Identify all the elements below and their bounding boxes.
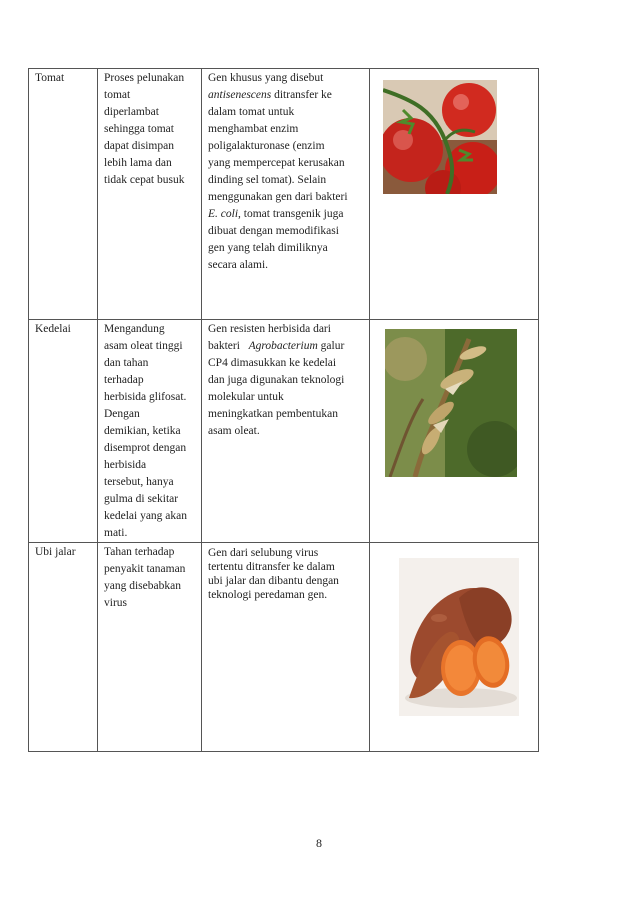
crop-benefit: Proses pelunakan tomat diperlambat sehingga tomat dapat disimpan lebih lama dan tidak cepat busuk bbox=[98, 69, 202, 320]
crop-image-cell bbox=[370, 543, 539, 752]
crop-image-cell bbox=[370, 69, 539, 320]
crop-name: Ubi jalar bbox=[29, 543, 98, 752]
crop-method: Gen resisten herbisida dari bakteri Agrobacterium galur CP4 dimasukkan ke kedelai dan juga digunakan teknologi molekular untuk meningkatkan pembentukan asam oleat. bbox=[202, 320, 370, 543]
page-number: 8 bbox=[316, 836, 322, 850]
soybean-photo bbox=[385, 329, 517, 477]
tomato-photo bbox=[383, 80, 497, 194]
crop-benefit: Tahan terhadap penyakit tanaman yang disebabkan virus bbox=[98, 543, 202, 752]
crop-image-cell bbox=[370, 320, 539, 543]
crop-name: Tomat bbox=[29, 69, 98, 320]
table-row bbox=[29, 543, 539, 752]
crop-benefit: Mengandung asam oleat tinggi dan tahan terhadap herbisida glifosat. Dengan demikian, ketika disemprot dengan herbisida tersebut, hanya gulma di sekitar kedelai yang akan mati. bbox=[98, 320, 202, 543]
crop-method: Gen khusus yang disebut antisenescens ditransfer ke dalam tomat untuk menghambat enzim poligalakturonase (enzim yang mempercepat kerusakan dinding sel tomat). Selain menggunakan gen dari bakteri E. coli, tomat transgenik juga dibuat dengan memodifikasi gen yang telah dimiliknya secara alami. bbox=[202, 69, 370, 320]
sweet-potato-photo bbox=[399, 558, 519, 716]
table-row bbox=[29, 320, 539, 543]
crop-table bbox=[28, 68, 539, 752]
table-row bbox=[29, 69, 539, 320]
crop-method: Gen dari selubung virus tertentu ditransfer ke dalam ubi jalar dan dibantu dengan teknologi peredaman gen. bbox=[202, 543, 370, 752]
crop-name: Kedelai bbox=[29, 320, 98, 543]
